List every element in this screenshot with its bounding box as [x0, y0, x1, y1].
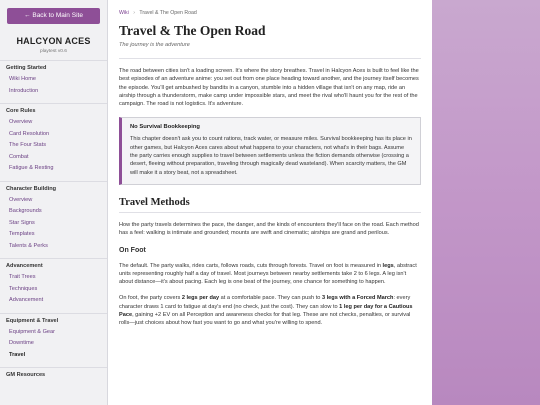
- on-foot-paragraph-1: The default. The party walks, rides carts, follows roads, cuts through forests. Travel on foot is measured in legs, abstract units representing roughly half a day of travel. Most journeys between nearby settlements take 2 to 6 legs. A leg isn't about distance—it's about pacing. Each leg is one beat of the journey, one chance for something to happen.: [119, 262, 417, 286]
- nav-group: [0, 313, 107, 362]
- sidebar-item-fatigue-resting[interactable]: Fatigue & Resting: [9, 165, 54, 171]
- sidebar-item-backgrounds[interactable]: Backgrounds: [9, 208, 42, 214]
- sidebar-item-introduction[interactable]: Introduction: [9, 87, 39, 94]
- callout-box: [119, 117, 421, 184]
- page-subtitle: The journey is the adventure: [119, 42, 190, 48]
- travel-methods-paragraph: How the party travels determines the pace, the danger, and the kinds of encounters they'll face on the road. Each method has a feel: walking is intimate and grounded; mounts are swift and cinematic; airships are grand and perilous.: [119, 221, 419, 237]
- main-content: [108, 0, 432, 405]
- breadcrumb: [119, 10, 421, 16]
- sidebar-item-downtime[interactable]: Downtime: [9, 340, 34, 346]
- nav-group: [0, 103, 107, 175]
- nav-group-title: GM Resources: [0, 367, 107, 381]
- back-to-main-site-button[interactable]: ← Back to Main Site: [7, 8, 100, 24]
- brand-version: playtest v0.6: [40, 49, 67, 54]
- nav-group-title: Equipment & Travel: [0, 313, 107, 327]
- nav-group-title: Advancement: [0, 258, 107, 272]
- nav-group: [0, 367, 107, 381]
- sidebar-item-overview[interactable]: Overview: [9, 196, 33, 203]
- brand: [0, 36, 107, 54]
- nav-group-title: Getting Started: [0, 60, 107, 74]
- sidebar-item-trait-trees[interactable]: Trait Trees: [9, 274, 36, 280]
- sidebar-item-combat[interactable]: Combat: [9, 153, 29, 160]
- sidebar-item-templates[interactable]: Templates: [9, 231, 35, 237]
- nav-group-title: Core Rules: [0, 103, 107, 117]
- nav-group: [0, 258, 107, 307]
- breadcrumb-separator: ›: [133, 10, 135, 16]
- nav-groups: [0, 60, 107, 381]
- nav-group-title: Character Building: [0, 181, 107, 195]
- sidebar-item-card-resolution[interactable]: Card Resolution: [9, 130, 50, 137]
- sidebar-item-equipment-gear[interactable]: Equipment & Gear: [9, 328, 56, 335]
- subheading-on-foot: On Foot: [119, 246, 146, 254]
- section-heading-travel-methods: Travel Methods: [119, 197, 421, 213]
- sidebar-item-travel[interactable]: Travel: [9, 351, 26, 358]
- divider: [119, 58, 421, 59]
- callout-body: This chapter doesn't ask you to count rations, track water, or measure miles. Survival bookkeeping has its place in other games, but Halcyon Aces cares about what happens to your characters, not what's in their bags. Assume the party carries enough supplies to travel between settlements unless the fiction demands otherwise (crossing a desert, fleeing without preparation, traveling through magically dead wasteland). When scarcity matters, the GM will make it a story beat, not a spreadsheet.: [130, 136, 412, 176]
- sidebar-item-advancement[interactable]: Advancement: [9, 297, 44, 303]
- sidebar-item-wiki-home[interactable]: Wiki Home: [9, 76, 37, 82]
- nav-group: [0, 181, 107, 253]
- sidebar: [0, 0, 108, 405]
- sidebar-item-overview[interactable]: Overview: [9, 119, 33, 125]
- breadcrumb-wiki-link[interactable]: Wiki: [119, 10, 129, 16]
- nav-group: [0, 60, 107, 97]
- sidebar-item-talents-perks[interactable]: Talents & Perks: [9, 242, 48, 249]
- sidebar-item-star-signs[interactable]: Star Signs: [9, 219, 35, 226]
- callout-title: No Survival Bookkeeping: [130, 124, 200, 131]
- on-foot-paragraph-2: On foot, the party covers 2 legs per day at a comfortable pace. They can push to 3 legs with a Forced March: every character draws 1 card to fatigue at day's end (no check, just the cost). They can slow to 1 leg per day for a Cautious Pace, gaining +2 EV on all Perception and awareness checks for that leg. These are not checks, penalties, or survival rolls—just choices about how fast you want to go and what you're willing to spend.: [119, 295, 413, 327]
- page-title: Travel & The Open Road: [119, 23, 266, 38]
- brand-title: HALCYON ACES: [16, 36, 91, 46]
- breadcrumb-current: Travel & The Open Road: [139, 10, 197, 16]
- sidebar-item-the-four-stats[interactable]: The Four Stats: [9, 142, 46, 148]
- intro-paragraph: The road between cities isn't a loading screen. It's where the story breathes. Travel in Halcyon Aces is built to feel like the best episodes of an adventure anime: you set out from one place heading toward another, and the journey itself becomes the episode. You'll get ambushed by bandits in a canyon, stumble into a hidden village that isn't on any map, ride an airship through a thunderstorm, make camp under impossible stars, and meet the rival who'll haunt you for the rest of the campaign. The road is not logistics. It's adventure.: [119, 68, 419, 108]
- sidebar-item-techniques[interactable]: Techniques: [9, 285, 38, 292]
